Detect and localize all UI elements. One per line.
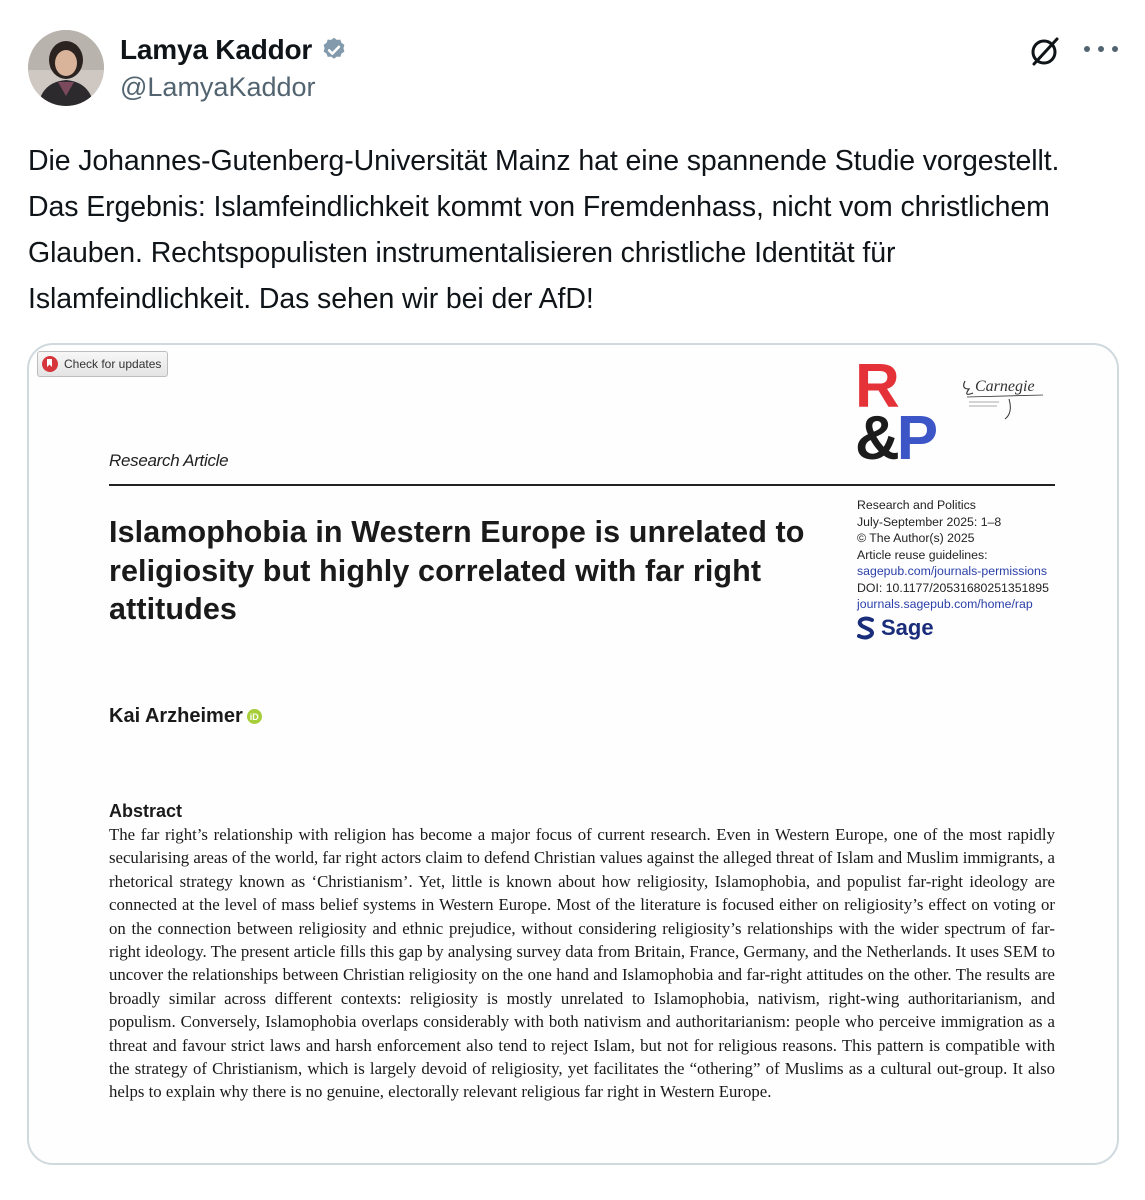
display-name[interactable]: Lamya Kaddor xyxy=(120,34,313,65)
paper-screenshot xyxy=(29,345,1119,1165)
abstract-text: The far right’s relationship with religion has become a major focus of current research. Even in Western Europe, one of the most rapidly secularising areas of the world, far right actors claim to defend Christian values against the alleged threat of Islam and Muslim immigrants, a rhetorical strategy known as ‘Christianism’. Yet, little is known about how religiosity, Islamophobia, and populist far-right ideology are connected at the level of mass belief systems in Western Europe. Most of the literature is focused either on religiosity’s effect on voting or on the connection between religiosity and ethnic prejudice, without considering religiosity’s relationships with the wider spectrum of far-right ideology. The present article fills this gap by analysing survey data from Britain, France, Germany, and the Netherlands. It uses SEM to uncover the relationships between Christian religiosity on the one hand and Islamophobia and far-right attitudes on the other. The results are broadly similar across different contexts: religiosity is mostly unrelated to Islamophobia, nativism, right-wing authoritarianism, and populism. Conversely, Islamophobia overlaps considerably with both nativism and authoritarianism: people who perceive immigration as a threat and favour strict laws and harsh enforcement also tend to reject Islam, but not for religious reasons. This pattern is compatible with the strategy of Christianism, which is largely devoid of religiosity, yet facilitates the “othering” of Muslims as a cultural out-group. It also helps to explain why there is no genuine, electorally relevant religious far right in Western Europe. xyxy=(109,825,1055,1102)
header-rule xyxy=(109,484,1055,486)
author-name: Kai Arzheimer xyxy=(109,705,243,727)
tweet-header xyxy=(28,30,1120,110)
carnegie-logo xyxy=(959,375,1049,421)
paper-title: Islamophobia in Western Europe is unrelated to religiosity but highly correlated with far right attitudes xyxy=(109,515,805,626)
check-updates-badge xyxy=(37,351,168,377)
journal-name: Research and Politics xyxy=(857,498,976,512)
tweet-text: Die Johannes-Gutenberg-Universität Mainz hat eine spannende Studie vorgestellt. Das Ergebnis: Islamfeindlichkeit kommt von Fremdenhass, nicht vom christlichem Glauben. Rechtspopulisten instrumentalisieren christliche Identität für Islamfeindlichkeit. Das sehen wir bei der AfD! xyxy=(28,145,1060,315)
journal-logo xyxy=(855,352,955,473)
check-updates-label: Check for updates xyxy=(64,357,162,371)
doi: DOI: 10.1177/20531680251351895 xyxy=(857,580,1049,595)
avatar[interactable] xyxy=(28,30,104,106)
article-type: Research Article xyxy=(109,451,229,470)
permissions-link: sagepub.com/journals-permissions xyxy=(857,564,1048,578)
grok-icon[interactable] xyxy=(1028,34,1062,68)
orcid-icon: iD xyxy=(247,709,262,724)
reuse-label: Article reuse guidelines: xyxy=(857,547,988,562)
journal-issue: July-September 2025: 1–8 xyxy=(857,514,1002,529)
verified-badge-icon xyxy=(320,36,348,64)
name-row xyxy=(120,34,348,66)
logo-r: R xyxy=(855,352,898,421)
carnegie-signature: Carnegie xyxy=(975,378,1035,395)
sage-s-icon xyxy=(857,616,875,640)
paper-author xyxy=(109,705,262,728)
sage-logo xyxy=(857,615,934,641)
copyright: © The Author(s) 2025 xyxy=(857,531,975,545)
user-handle[interactable]: @LamyaKaddor xyxy=(120,72,316,102)
journal-meta xyxy=(857,497,1077,613)
bookmark-icon xyxy=(42,356,58,372)
more-dot xyxy=(1112,46,1118,52)
more-options-icon[interactable] xyxy=(1084,32,1118,66)
journal-link: journals.sagepub.com/home/rap xyxy=(857,597,1033,611)
sage-label: Sage xyxy=(881,615,934,640)
tweet-media-image[interactable] xyxy=(27,343,1119,1165)
more-dot xyxy=(1098,46,1104,52)
abstract-heading: Abstract xyxy=(109,801,183,821)
logo-amp: & xyxy=(855,404,897,473)
logo-p: P xyxy=(896,404,939,473)
more-dot xyxy=(1084,46,1090,52)
